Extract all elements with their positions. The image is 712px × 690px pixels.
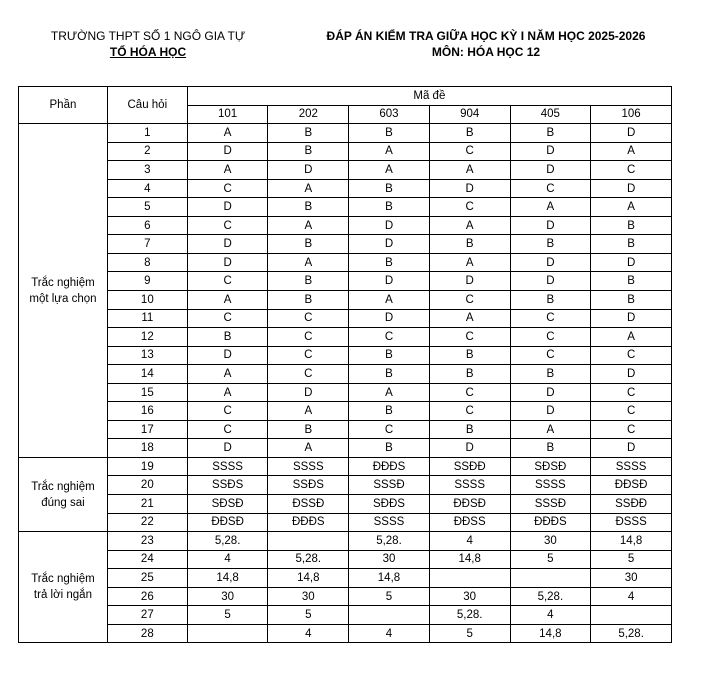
answer-cell: 14,8 xyxy=(429,550,510,569)
answer-cell: 5,28. xyxy=(510,587,591,606)
answer-cell: D xyxy=(510,402,591,421)
answer-cell: A xyxy=(268,439,349,458)
answer-cell: B xyxy=(429,420,510,439)
question-number-cell: 10 xyxy=(107,291,187,310)
answer-cell: 4 xyxy=(349,624,430,643)
code-cell: 106 xyxy=(591,105,672,124)
answer-cell: C xyxy=(510,309,591,328)
table-row xyxy=(19,624,672,643)
answer-cell: C xyxy=(268,328,349,347)
answer-cell: D xyxy=(510,161,591,180)
question-number-cell: 22 xyxy=(107,513,187,532)
table-row xyxy=(19,198,672,217)
answer-cell: 4 xyxy=(429,532,510,551)
answer-cell: ĐĐSĐ xyxy=(591,476,672,495)
answer-cell: A xyxy=(268,179,349,198)
table-row xyxy=(19,216,672,235)
answer-cell xyxy=(429,569,510,588)
code-cell: 405 xyxy=(510,105,591,124)
answer-cell: 5 xyxy=(429,624,510,643)
answer-cell: C xyxy=(510,328,591,347)
answer-cell: ĐSSĐ xyxy=(268,495,349,514)
answer-cell: D xyxy=(591,179,672,198)
question-number-cell: 14 xyxy=(107,365,187,384)
answer-cell: C xyxy=(591,420,672,439)
table-row xyxy=(19,495,672,514)
answer-cell: D xyxy=(591,309,672,328)
question-number-cell: 1 xyxy=(107,124,187,143)
answer-cell: SSĐĐ xyxy=(591,495,672,514)
table-row xyxy=(19,383,672,402)
table-row xyxy=(19,402,672,421)
section-name-line: một lựa chọn xyxy=(29,292,97,305)
answer-cell: D xyxy=(349,272,430,291)
answer-cell: 30 xyxy=(429,587,510,606)
answer-cell: C xyxy=(187,272,268,291)
answer-cell: B xyxy=(349,198,430,217)
section-name-cell xyxy=(19,457,108,531)
answer-cell: D xyxy=(349,309,430,328)
question-number-cell: 16 xyxy=(107,402,187,421)
answer-cell: D xyxy=(268,383,349,402)
answer-cell: C xyxy=(591,346,672,365)
answer-cell: 14,8 xyxy=(268,569,349,588)
answer-cell: A xyxy=(429,161,510,180)
question-number-cell: 24 xyxy=(107,550,187,569)
answer-cell: SSSS xyxy=(187,457,268,476)
answer-cell: C xyxy=(268,365,349,384)
question-number-cell: 26 xyxy=(107,587,187,606)
answer-cell: A xyxy=(187,124,268,143)
answer-cell: 14,8 xyxy=(510,624,591,643)
question-number-cell: 23 xyxy=(107,532,187,551)
code-cell: 202 xyxy=(268,105,349,124)
question-number-cell: 19 xyxy=(107,457,187,476)
question-number-cell: 20 xyxy=(107,476,187,495)
answer-cell: B xyxy=(268,291,349,310)
answer-cell: A xyxy=(510,420,591,439)
section-name-line: trả lời ngắn xyxy=(33,589,92,602)
answer-cell xyxy=(349,606,430,625)
answer-cell: A xyxy=(349,161,430,180)
answer-cell: B xyxy=(510,124,591,143)
table-row xyxy=(19,142,672,161)
answer-cell: A xyxy=(349,142,430,161)
answer-cell: 14,8 xyxy=(187,569,268,588)
question-number-cell: 27 xyxy=(107,606,187,625)
answer-cell: C xyxy=(349,328,430,347)
answer-cell: A xyxy=(349,383,430,402)
answer-cell: B xyxy=(510,235,591,254)
answer-cell: A xyxy=(591,142,672,161)
answer-cell: 5,28. xyxy=(591,624,672,643)
question-number-cell: 15 xyxy=(107,383,187,402)
answer-cell: 4 xyxy=(268,624,349,643)
answer-cell: C xyxy=(429,142,510,161)
answer-cell: 4 xyxy=(187,550,268,569)
answer-cell: B xyxy=(349,346,430,365)
answer-cell: SSSS xyxy=(349,513,430,532)
answer-cell: SSSS xyxy=(510,476,591,495)
answer-cell: C xyxy=(591,161,672,180)
table-row xyxy=(19,346,672,365)
answer-cell: 4 xyxy=(591,587,672,606)
answer-cell: D xyxy=(591,439,672,458)
answer-cell: SSĐS xyxy=(268,476,349,495)
answer-cell: C xyxy=(187,216,268,235)
answer-cell: ĐSSS xyxy=(591,513,672,532)
table-row xyxy=(19,272,672,291)
answer-cell: 5 xyxy=(349,587,430,606)
answer-cell: D xyxy=(510,142,591,161)
answer-cell: B xyxy=(429,235,510,254)
table-row xyxy=(19,569,672,588)
answer-cell: A xyxy=(429,309,510,328)
header-cau-hoi: Câu hỏi xyxy=(107,87,187,124)
answer-cell: SSSĐ xyxy=(510,495,591,514)
question-number-cell: 25 xyxy=(107,569,187,588)
answer-cell: 30 xyxy=(349,550,430,569)
answer-cell: B xyxy=(268,142,349,161)
header-phan: Phần xyxy=(19,87,108,124)
answer-cell: ĐĐSĐ xyxy=(429,495,510,514)
answer-cell: ĐĐĐS xyxy=(268,513,349,532)
question-number-cell: 11 xyxy=(107,309,187,328)
table-row xyxy=(19,309,672,328)
question-number-cell: 21 xyxy=(107,495,187,514)
question-number-cell: 17 xyxy=(107,420,187,439)
answer-cell: D xyxy=(349,235,430,254)
answer-cell: SĐSĐ xyxy=(510,457,591,476)
question-number-cell: 3 xyxy=(107,161,187,180)
table-row xyxy=(19,476,672,495)
answer-cell: 30 xyxy=(510,532,591,551)
answer-cell: C xyxy=(510,179,591,198)
answer-cell: SSSS xyxy=(429,476,510,495)
answer-cell: B xyxy=(268,198,349,217)
answer-cell: 14,8 xyxy=(591,532,672,551)
answer-cell: C xyxy=(591,383,672,402)
answer-cell: B xyxy=(187,328,268,347)
answer-cell: ĐĐĐS xyxy=(510,513,591,532)
answer-cell: C xyxy=(268,309,349,328)
question-number-cell: 4 xyxy=(107,179,187,198)
answer-cell: SĐSĐ xyxy=(187,495,268,514)
answer-cell: SSSS xyxy=(268,457,349,476)
answer-cell: B xyxy=(268,235,349,254)
question-number-cell: 7 xyxy=(107,235,187,254)
answer-cell: B xyxy=(349,365,430,384)
answer-cell: 5,28. xyxy=(349,532,430,551)
answer-cell: B xyxy=(591,235,672,254)
answer-cell: B xyxy=(349,439,430,458)
answer-cell: B xyxy=(349,253,430,272)
answer-cell xyxy=(591,606,672,625)
document-title: ĐÁP ÁN KIỂM TRA GIỮA HỌC KỲ I NĂM HỌC 2025-2026 xyxy=(326,29,646,43)
answer-cell: C xyxy=(429,402,510,421)
answer-cell: B xyxy=(429,365,510,384)
answer-cell: C xyxy=(187,402,268,421)
answer-cell: B xyxy=(429,346,510,365)
answer-cell: D xyxy=(187,439,268,458)
answer-cell: D xyxy=(187,198,268,217)
code-cell: 603 xyxy=(349,105,430,124)
header-left xyxy=(18,28,278,60)
answer-cell: 5 xyxy=(510,550,591,569)
answer-cell: D xyxy=(591,365,672,384)
answer-cell: 4 xyxy=(510,606,591,625)
answer-cell: B xyxy=(510,439,591,458)
answer-cell: SĐĐS xyxy=(349,495,430,514)
answer-cell: 5 xyxy=(187,606,268,625)
answer-cell: D xyxy=(429,439,510,458)
answer-cell: A xyxy=(591,198,672,217)
answer-cell: D xyxy=(187,346,268,365)
answer-cell: ĐĐSS xyxy=(429,513,510,532)
answer-cell: B xyxy=(268,124,349,143)
answer-cell: C xyxy=(591,402,672,421)
answer-cell: D xyxy=(268,161,349,180)
header-right xyxy=(286,28,686,60)
answer-cell: SSSĐ xyxy=(349,476,430,495)
answer-cell: B xyxy=(591,272,672,291)
table-row xyxy=(19,513,672,532)
question-number-cell: 6 xyxy=(107,216,187,235)
answer-cell: B xyxy=(349,124,430,143)
answer-cell: B xyxy=(349,402,430,421)
answer-cell: 5,28. xyxy=(429,606,510,625)
table-row xyxy=(19,328,672,347)
answer-cell: D xyxy=(187,253,268,272)
code-cell: 101 xyxy=(187,105,268,124)
answer-cell: C xyxy=(429,328,510,347)
answer-cell xyxy=(510,569,591,588)
table-row xyxy=(19,532,672,551)
answer-cell: 5,28. xyxy=(187,532,268,551)
section-name-line: đúng sai xyxy=(41,496,85,509)
table-row xyxy=(19,161,672,180)
table-row xyxy=(19,124,672,143)
table-row xyxy=(19,253,672,272)
section-name-cell xyxy=(19,532,108,643)
answer-cell: 30 xyxy=(591,569,672,588)
table-row xyxy=(19,291,672,310)
answer-key-table xyxy=(18,86,672,643)
answer-cell: B xyxy=(510,291,591,310)
answer-cell: A xyxy=(187,365,268,384)
answer-cell: ĐĐĐS xyxy=(349,457,430,476)
answer-cell: D xyxy=(429,179,510,198)
answer-cell: B xyxy=(349,179,430,198)
section-name-cell xyxy=(19,124,108,458)
answer-cell: C xyxy=(429,198,510,217)
answer-cell: B xyxy=(268,272,349,291)
answer-cell: B xyxy=(591,291,672,310)
question-number-cell: 2 xyxy=(107,142,187,161)
answer-cell: C xyxy=(349,420,430,439)
question-number-cell: 13 xyxy=(107,346,187,365)
answer-cell: A xyxy=(187,161,268,180)
answer-cell: A xyxy=(268,253,349,272)
answer-cell: D xyxy=(349,216,430,235)
answer-cell: C xyxy=(268,346,349,365)
answer-cell: B xyxy=(510,365,591,384)
answer-cell: SSĐS xyxy=(187,476,268,495)
answer-cell: D xyxy=(591,124,672,143)
section-name-line: Trắc nghiệm xyxy=(31,276,95,289)
table-row xyxy=(19,235,672,254)
section-name-line: Trắc nghiệm xyxy=(31,573,95,586)
answer-cell: D xyxy=(510,253,591,272)
table-row xyxy=(19,606,672,625)
answer-cell: 14,8 xyxy=(349,569,430,588)
answer-cell: 30 xyxy=(187,587,268,606)
answer-cell: C xyxy=(429,383,510,402)
table-row xyxy=(19,365,672,384)
question-number-cell: 8 xyxy=(107,253,187,272)
answer-cell: C xyxy=(510,346,591,365)
question-number-cell: 9 xyxy=(107,272,187,291)
answer-cell: D xyxy=(591,253,672,272)
school-name: TRƯỜNG THPT SỐ 1 NGÔ GIA TỰ xyxy=(50,29,246,43)
subject-title: MÔN: HÓA HỌC 12 xyxy=(431,45,541,59)
answer-cell: A xyxy=(429,216,510,235)
code-cell: 904 xyxy=(429,105,510,124)
answer-cell: B xyxy=(268,420,349,439)
table-row xyxy=(19,457,672,476)
answer-cell: D xyxy=(429,272,510,291)
answer-cell: ĐĐSĐ xyxy=(187,513,268,532)
answer-cell: A xyxy=(187,291,268,310)
answer-cell: A xyxy=(510,198,591,217)
answer-cell: SSĐĐ xyxy=(429,457,510,476)
answer-cell xyxy=(187,624,268,643)
answer-cell: C xyxy=(187,420,268,439)
answer-cell: D xyxy=(187,142,268,161)
table-row xyxy=(19,550,672,569)
table-body xyxy=(19,124,672,643)
answer-cell: D xyxy=(187,235,268,254)
section-name-line: Trắc nghiệm xyxy=(31,480,95,493)
question-number-cell: 18 xyxy=(107,439,187,458)
table-row xyxy=(19,420,672,439)
answer-cell: C xyxy=(187,179,268,198)
answer-cell: C xyxy=(187,309,268,328)
answer-cell: SSSS xyxy=(591,457,672,476)
answer-cell: A xyxy=(268,402,349,421)
answer-cell: A xyxy=(591,328,672,347)
answer-cell: A xyxy=(187,383,268,402)
department-name: TỔ HÓA HỌC xyxy=(109,45,187,59)
answer-cell: D xyxy=(510,272,591,291)
answer-cell: A xyxy=(429,253,510,272)
answer-cell xyxy=(268,532,349,551)
header-ma-de: Mã đề xyxy=(187,87,671,106)
question-number-cell: 5 xyxy=(107,198,187,217)
answer-cell: 30 xyxy=(268,587,349,606)
answer-cell: B xyxy=(429,124,510,143)
answer-cell: A xyxy=(268,216,349,235)
answer-cell: D xyxy=(510,383,591,402)
answer-cell: 5 xyxy=(591,550,672,569)
answer-cell: 5,28. xyxy=(268,550,349,569)
question-number-cell: 28 xyxy=(107,624,187,643)
table-row xyxy=(19,439,672,458)
question-number-cell: 12 xyxy=(107,328,187,347)
answer-cell: D xyxy=(510,216,591,235)
table-row xyxy=(19,179,672,198)
answer-cell: 5 xyxy=(268,606,349,625)
answer-cell: A xyxy=(349,291,430,310)
answer-cell: B xyxy=(591,216,672,235)
table-row xyxy=(19,587,672,606)
answer-cell: C xyxy=(429,291,510,310)
